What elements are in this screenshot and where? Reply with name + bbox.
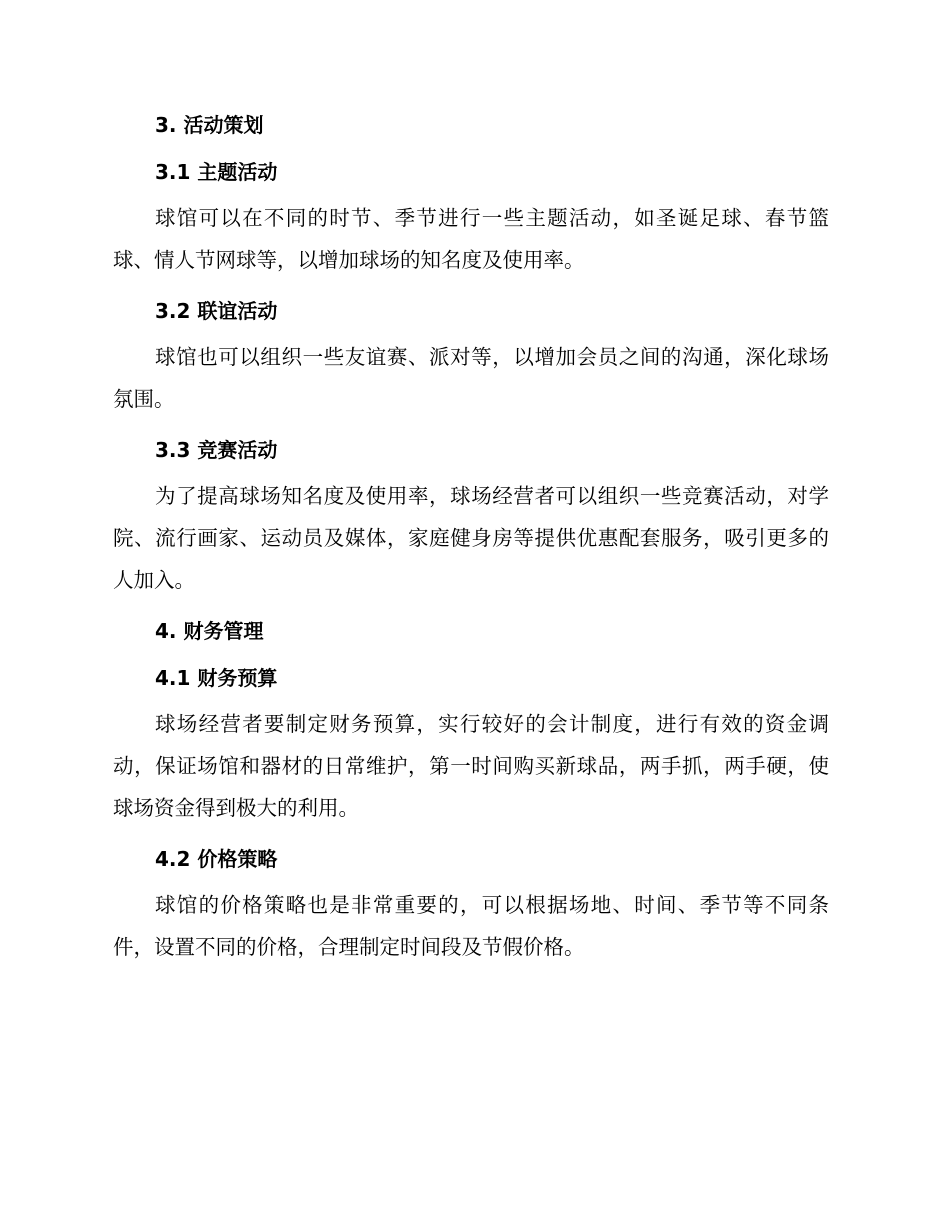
paragraph-friendship-activities: 球馆也可以组织一些友谊赛、派对等，以增加会员之间的沟通，深化球场氛围。: [113, 345, 829, 411]
heading-competition-activities: 3.3 竞赛活动: [155, 438, 278, 462]
paragraph-pricing-strategy: 球馆的价格策略也是非常重要的，可以根据场地、时间、季节等不同条件，设置不同的价格，合理制定时间段及节假价格。: [113, 893, 829, 959]
heading-theme-activities: 3.1 主题活动: [155, 160, 278, 184]
heading-financial-management: 4. 财务管理: [155, 619, 264, 643]
heading-friendship-activities: 3.2 联谊活动: [155, 299, 278, 323]
paragraph-theme-activities: 球馆可以在不同的时节、季节进行一些主题活动，如圣诞足球、春节篮球、情人节网球等，以增加球场的知名度及使用率。: [113, 206, 829, 272]
paragraph-financial-budget: 球场经营者要制定财务预算，实行较好的会计制度，进行有效的资金调动，保证场馆和器材的日常维护，第一时间购买新球品，两手抓，两手硬，使球场资金得到极大的利用。: [113, 712, 829, 820]
paragraph-competition-activities: 为了提高球场知名度及使用率，球场经营者可以组织一些竞赛活动，对学院、流行画家、运动员及媒体，家庭健身房等提供优惠配套服务，吸引更多的人加入。: [113, 484, 829, 592]
heading-activity-planning: 3. 活动策划: [155, 113, 264, 137]
heading-pricing-strategy: 4.2 价格策略: [155, 847, 278, 871]
heading-financial-budget: 4.1 财务预算: [155, 666, 278, 690]
document-body: [113, 108, 829, 968]
